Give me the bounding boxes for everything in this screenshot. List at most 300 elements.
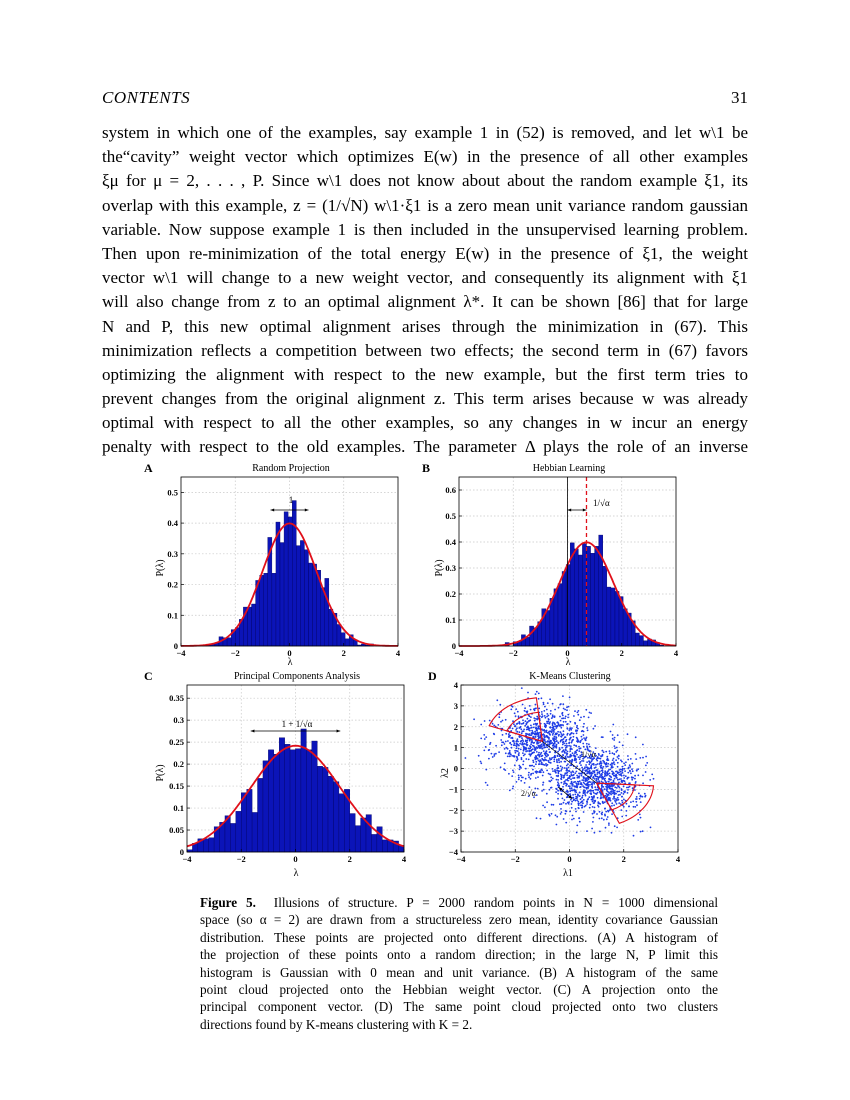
- data-point: [545, 763, 547, 765]
- data-point: [645, 765, 647, 767]
- y-tick-label: 3: [453, 700, 458, 711]
- data-point: [581, 796, 583, 798]
- data-point: [517, 741, 519, 743]
- data-point: [542, 784, 544, 786]
- data-point: [597, 797, 599, 799]
- data-point: [605, 786, 607, 788]
- data-point: [588, 773, 590, 775]
- data-point: [572, 815, 574, 817]
- data-point: [563, 733, 565, 735]
- data-point: [552, 727, 554, 729]
- data-point: [559, 755, 561, 757]
- data-point: [567, 763, 569, 765]
- histogram-bar: [290, 750, 295, 852]
- data-point: [516, 760, 518, 762]
- data-point: [518, 748, 520, 750]
- data-point: [581, 806, 583, 808]
- data-point: [519, 736, 521, 738]
- data-point: [573, 785, 575, 787]
- data-point: [485, 736, 487, 738]
- data-point: [575, 761, 577, 763]
- body-line: vector w\1 will change to a new weight vector, and consequently its alignment with ξ1: [102, 268, 748, 288]
- data-point: [617, 779, 619, 781]
- data-point: [542, 748, 544, 750]
- data-point: [600, 765, 602, 767]
- data-point: [548, 814, 550, 816]
- data-point: [611, 813, 613, 815]
- data-point: [553, 743, 555, 745]
- data-point: [516, 727, 518, 729]
- data-point: [536, 758, 538, 760]
- data-point: [499, 714, 501, 716]
- data-point: [601, 778, 603, 780]
- data-point: [622, 772, 624, 774]
- data-point: [566, 770, 568, 772]
- data-point: [620, 809, 622, 811]
- plot-d: [449, 680, 681, 864]
- data-point: [569, 727, 571, 729]
- data-point: [601, 785, 603, 787]
- data-point: [520, 780, 522, 782]
- y-tick-label: 0.25: [169, 737, 184, 748]
- data-point: [540, 769, 542, 771]
- arrow-head: [305, 508, 309, 511]
- data-point: [548, 737, 550, 739]
- data-point: [519, 731, 521, 733]
- data-point: [557, 793, 559, 795]
- data-point: [577, 777, 579, 779]
- y-tick-label: 4: [453, 680, 458, 690]
- data-point: [583, 777, 585, 779]
- data-point: [576, 825, 578, 827]
- x-tick-label: −2: [510, 854, 520, 864]
- data-point: [587, 782, 589, 784]
- data-point: [526, 727, 528, 729]
- data-point: [572, 752, 574, 754]
- data-point: [642, 744, 644, 746]
- data-point: [588, 760, 590, 762]
- data-point: [567, 780, 569, 782]
- data-point: [543, 702, 545, 704]
- data-point: [518, 765, 520, 767]
- data-point: [527, 718, 529, 720]
- histogram-bar: [566, 565, 570, 646]
- histogram-bar: [306, 750, 311, 852]
- data-point: [605, 751, 607, 753]
- data-point: [480, 761, 482, 763]
- data-point: [586, 830, 588, 832]
- data-point: [578, 748, 580, 750]
- data-point: [616, 827, 618, 829]
- data-point: [620, 773, 622, 775]
- data-point: [574, 789, 576, 791]
- y-tick-label: 0.5: [167, 487, 178, 498]
- data-point: [597, 756, 599, 758]
- data-point: [544, 806, 546, 808]
- data-point: [628, 777, 630, 779]
- data-point: [586, 761, 588, 763]
- data-point: [583, 746, 585, 748]
- histogram-bar: [377, 827, 382, 852]
- data-point: [619, 778, 621, 780]
- data-point: [535, 777, 537, 779]
- data-point: [630, 758, 632, 760]
- data-point: [616, 771, 618, 773]
- data-point: [488, 758, 490, 760]
- data-point: [509, 750, 511, 752]
- data-point: [556, 744, 558, 746]
- data-point: [538, 738, 540, 740]
- data-point: [576, 798, 578, 800]
- data-point: [538, 763, 540, 765]
- data-point: [529, 733, 531, 735]
- data-point: [552, 770, 554, 772]
- data-point: [571, 819, 573, 821]
- data-point: [517, 711, 519, 713]
- data-point: [536, 716, 538, 718]
- data-point: [578, 750, 580, 752]
- histogram-bar: [247, 607, 251, 646]
- data-point: [602, 776, 604, 778]
- data-point: [585, 805, 587, 807]
- data-point: [636, 804, 638, 806]
- data-point: [595, 747, 597, 749]
- data-point: [575, 785, 577, 787]
- data-point: [551, 813, 553, 815]
- data-point: [546, 709, 548, 711]
- data-point: [581, 767, 583, 769]
- data-point: [532, 769, 534, 771]
- x-tick-label: 2: [619, 648, 624, 658]
- data-point: [567, 791, 569, 793]
- data-point: [502, 720, 504, 722]
- data-point: [571, 807, 573, 809]
- data-point: [583, 811, 585, 813]
- data-point: [480, 738, 482, 740]
- data-point: [619, 741, 621, 743]
- data-point: [639, 814, 641, 816]
- data-point: [632, 787, 634, 789]
- data-point: [634, 775, 636, 777]
- data-point: [598, 754, 600, 756]
- data-point: [613, 761, 615, 763]
- data-point: [629, 770, 631, 772]
- data-point: [557, 771, 559, 773]
- data-point: [582, 770, 584, 772]
- data-point: [535, 736, 537, 738]
- data-point: [599, 791, 601, 793]
- data-point: [565, 813, 567, 815]
- data-point: [528, 774, 530, 776]
- body-line: Then upon re-minimization of the total energy E(w) in the presence of ξ1, the weight: [102, 243, 748, 263]
- data-point: [573, 774, 575, 776]
- body-line: the“cavity” weight vector which optimizes E(w) in the presence of all other examples: [102, 147, 748, 167]
- data-point: [574, 752, 576, 754]
- data-point: [561, 775, 563, 777]
- data-point: [554, 716, 556, 718]
- data-point: [493, 755, 495, 757]
- y-tick-label: 0.3: [173, 715, 184, 726]
- data-point: [543, 789, 545, 791]
- data-point: [621, 788, 623, 790]
- y-tick-label: 0.05: [169, 825, 184, 836]
- data-point: [573, 733, 575, 735]
- histogram-bar: [203, 839, 208, 852]
- data-point: [534, 720, 536, 722]
- data-point: [596, 813, 598, 815]
- data-point: [544, 715, 546, 717]
- panel-d: [428, 669, 681, 879]
- data-point: [573, 736, 575, 738]
- data-point: [556, 737, 558, 739]
- data-point: [544, 747, 546, 749]
- panel-c: [144, 669, 407, 879]
- data-point: [567, 772, 569, 774]
- data-point: [625, 815, 627, 817]
- data-point: [594, 807, 596, 809]
- data-point: [587, 791, 589, 793]
- data-point: [556, 779, 558, 781]
- data-point: [571, 801, 573, 803]
- data-point: [551, 787, 553, 789]
- data-point: [530, 765, 532, 767]
- histogram-bar: [236, 811, 241, 852]
- data-point: [524, 748, 526, 750]
- arrow-head: [271, 508, 275, 511]
- data-point: [521, 757, 523, 759]
- histogram-bar: [317, 766, 322, 852]
- body-line: optimal with respect to all the other examples, so any changes in w incur an energy: [102, 413, 748, 433]
- data-point: [485, 746, 487, 748]
- data-point: [559, 704, 561, 706]
- panel-letter-c: C: [144, 669, 153, 683]
- histogram-bar: [264, 573, 268, 646]
- data-point: [621, 781, 623, 783]
- data-point: [604, 808, 606, 810]
- body-line: N and P, this new optimal alignment arises through the minimization in (67). This: [102, 316, 748, 336]
- body-paragraph: [102, 121, 748, 460]
- data-point: [612, 752, 614, 754]
- data-point: [561, 811, 563, 813]
- data-point: [536, 743, 538, 745]
- histogram-bar: [272, 573, 276, 646]
- data-point: [618, 802, 620, 804]
- plot-a: [167, 477, 401, 658]
- data-point: [543, 750, 545, 752]
- data-point: [592, 813, 594, 815]
- data-point: [640, 831, 642, 833]
- data-point: [580, 761, 582, 763]
- data-point: [591, 768, 593, 770]
- scatter-points: [458, 687, 654, 836]
- body-line: system in which one of the examples, say example 1 in (52) is removed, and let w\1 be: [102, 123, 748, 142]
- data-point: [585, 780, 587, 782]
- data-point: [553, 747, 555, 749]
- body-line: penalty with respect to the old examples. The parameter Δ plays the role of an inverse: [102, 437, 748, 457]
- data-point: [623, 777, 625, 779]
- data-point: [509, 742, 511, 744]
- data-point: [578, 803, 580, 805]
- data-point: [557, 781, 559, 783]
- data-point: [551, 779, 553, 781]
- data-point: [562, 755, 564, 757]
- data-point: [591, 760, 593, 762]
- data-point: [490, 742, 492, 744]
- data-point: [528, 753, 530, 755]
- data-point: [543, 771, 545, 773]
- data-point: [585, 764, 587, 766]
- data-point: [520, 775, 522, 777]
- data-point: [531, 734, 533, 736]
- data-point: [593, 792, 595, 794]
- data-point: [624, 792, 626, 794]
- panel-letter-b: B: [422, 461, 431, 475]
- data-point: [576, 765, 578, 767]
- data-point: [628, 767, 630, 769]
- data-point: [570, 771, 572, 773]
- data-point: [606, 818, 608, 820]
- data-point: [585, 739, 587, 741]
- data-point: [596, 778, 598, 780]
- data-point: [556, 733, 558, 735]
- data-point: [570, 745, 572, 747]
- data-point: [521, 737, 523, 739]
- data-point: [549, 757, 551, 759]
- data-point: [612, 724, 614, 726]
- data-point: [560, 774, 562, 776]
- x-tick-label: 4: [401, 854, 407, 864]
- data-point: [549, 734, 551, 736]
- data-point: [572, 797, 574, 799]
- data-point: [600, 795, 602, 797]
- data-point: [583, 782, 585, 784]
- data-point: [523, 750, 525, 752]
- data-point: [578, 817, 580, 819]
- histogram-bar: [582, 544, 586, 646]
- data-point: [625, 761, 627, 763]
- data-point: [577, 793, 579, 795]
- data-point: [621, 792, 623, 794]
- xlabel-c: λ: [293, 868, 299, 879]
- data-point: [560, 757, 562, 759]
- x-tick-label: 4: [673, 648, 679, 658]
- data-point: [574, 794, 576, 796]
- data-point: [500, 739, 502, 741]
- data-point: [555, 814, 557, 816]
- data-point: [615, 759, 617, 761]
- data-point: [560, 720, 562, 722]
- data-point: [628, 806, 630, 808]
- histogram-bar: [252, 604, 256, 646]
- histogram-bar: [230, 823, 235, 852]
- data-point: [554, 723, 556, 725]
- data-point: [610, 791, 612, 793]
- data-point: [547, 721, 549, 723]
- data-point: [545, 755, 547, 757]
- histogram-bar: [288, 517, 292, 646]
- data-point: [538, 752, 540, 754]
- plot-b: [445, 477, 679, 658]
- data-point: [613, 781, 615, 783]
- data-point: [572, 794, 574, 796]
- data-point: [589, 746, 591, 748]
- data-point: [558, 707, 560, 709]
- annotation-d1: 1/√α: [581, 750, 596, 759]
- data-point: [621, 775, 623, 777]
- data-point: [495, 753, 497, 755]
- data-point: [608, 781, 610, 783]
- data-point: [547, 740, 549, 742]
- data-point: [597, 792, 599, 794]
- data-point: [516, 756, 518, 758]
- data-point: [527, 728, 529, 730]
- data-point: [559, 803, 561, 805]
- data-point: [529, 786, 531, 788]
- data-point: [611, 805, 613, 807]
- data-point: [555, 791, 557, 793]
- data-point: [564, 745, 566, 747]
- data-point: [536, 817, 538, 819]
- x-tick-label: 4: [395, 648, 401, 658]
- data-point: [565, 749, 567, 751]
- data-point: [484, 720, 486, 722]
- data-point: [504, 748, 506, 750]
- data-point: [566, 765, 568, 767]
- data-point: [614, 737, 616, 739]
- data-point: [528, 759, 530, 761]
- data-point: [565, 773, 567, 775]
- data-point: [549, 789, 551, 791]
- caption-line: point cloud projected onto the Hebbian weight vector. (C) A projection onto the: [200, 981, 718, 997]
- data-point: [529, 747, 531, 749]
- data-point: [629, 766, 631, 768]
- caption-label: Figure 5.: [200, 895, 256, 910]
- data-point: [570, 756, 572, 758]
- histogram-bar: [279, 738, 284, 852]
- histogram-bar: [263, 761, 268, 852]
- data-point: [567, 751, 569, 753]
- data-point: [535, 707, 537, 709]
- data-point: [581, 779, 583, 781]
- data-point: [504, 743, 506, 745]
- histogram-bar: [639, 636, 643, 646]
- data-point: [576, 775, 578, 777]
- data-point: [621, 796, 623, 798]
- y-tick-label: −3: [448, 826, 458, 837]
- data-point: [566, 706, 568, 708]
- data-point: [622, 770, 624, 772]
- data-point: [542, 782, 544, 784]
- data-point: [612, 759, 614, 761]
- data-point: [576, 738, 578, 740]
- data-point: [640, 801, 642, 803]
- y-tick-label: −1: [448, 784, 458, 795]
- body-line: minimization reflects a competition between two effects; the second term in (67) favors: [102, 340, 748, 360]
- data-point: [567, 714, 569, 716]
- data-point: [566, 753, 568, 755]
- data-point: [511, 747, 513, 749]
- data-point: [576, 783, 578, 785]
- data-point: [611, 832, 613, 834]
- y-tick-label: 0.5: [445, 511, 456, 521]
- data-point: [568, 742, 570, 744]
- data-point: [541, 762, 543, 764]
- data-point: [601, 813, 603, 815]
- data-point: [635, 781, 637, 783]
- data-point: [613, 739, 615, 741]
- data-point: [577, 741, 579, 743]
- caption-text: Illusions of structure. P = 2000 random points in N = 1000 dimensional: [273, 895, 718, 910]
